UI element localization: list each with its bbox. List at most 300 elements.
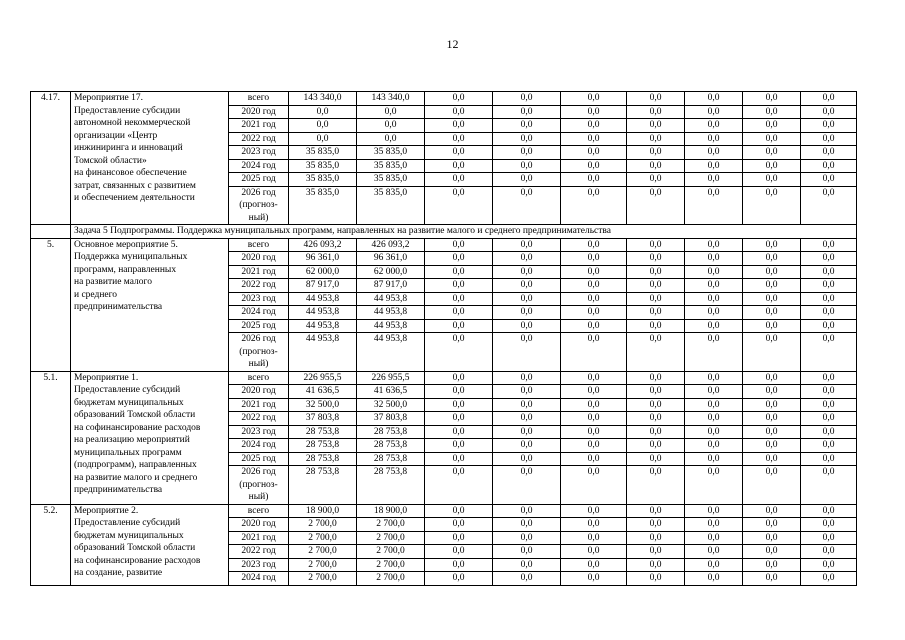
item-number: 5.2. <box>31 504 71 585</box>
year-line: (прогноз- <box>239 200 278 210</box>
value-cell: 0,0 <box>493 531 561 545</box>
value-cell: 0,0 <box>743 452 801 466</box>
value-cell: 32 500,0 <box>357 398 425 412</box>
value-cell: 0,0 <box>801 146 857 160</box>
value-cell: 0,0 <box>425 466 493 505</box>
value-cell: 28 753,8 <box>289 452 357 466</box>
value-cell: 2 700,0 <box>289 545 357 559</box>
value-cell: 35 835,0 <box>357 146 425 160</box>
value-cell: 0,0 <box>801 105 857 119</box>
year-cell: 2023 год <box>229 558 289 572</box>
task-num-cell <box>31 225 71 239</box>
value-cell: 0,0 <box>801 132 857 146</box>
value-cell: 0,0 <box>425 159 493 173</box>
value-cell: 0,0 <box>801 238 857 252</box>
value-cell: 0,0 <box>743 398 801 412</box>
item-name-line: инжиниринга и инноваций <box>74 143 183 153</box>
year-line: 2026 год <box>241 467 276 477</box>
value-cell: 0,0 <box>627 371 685 385</box>
year-cell <box>229 466 289 505</box>
value-cell: 35 835,0 <box>289 146 357 160</box>
item-name-line: Мероприятие 2. <box>74 505 139 516</box>
value-cell: 0,0 <box>685 398 743 412</box>
page-number: 12 <box>446 37 459 51</box>
value-cell: 0,0 <box>743 279 801 293</box>
item-name-line: бюджетам муниципальных <box>74 530 184 541</box>
value-cell: 0,0 <box>425 558 493 572</box>
table-row <box>31 371 857 385</box>
value-cell: 0,0 <box>743 146 801 160</box>
value-cell: 0,0 <box>425 439 493 453</box>
value-cell: 0,0 <box>561 398 627 412</box>
value-cell: 35 835,0 <box>289 159 357 173</box>
value-cell: 0,0 <box>801 333 857 372</box>
value-cell: 0,0 <box>627 292 685 306</box>
value-cell: 96 361,0 <box>357 252 425 266</box>
value-cell: 0,0 <box>561 439 627 453</box>
value-cell: 0,0 <box>493 572 561 586</box>
value-cell: 0,0 <box>561 371 627 385</box>
value-cell: 0,0 <box>493 425 561 439</box>
value-cell: 0,0 <box>493 466 561 505</box>
value-cell: 0,0 <box>801 319 857 333</box>
value-cell: 0,0 <box>743 371 801 385</box>
year-cell <box>229 333 289 372</box>
task-row <box>31 225 857 239</box>
value-cell: 0,0 <box>627 466 685 505</box>
value-cell: 0,0 <box>561 279 627 293</box>
value-cell: 0,0 <box>801 545 857 559</box>
value-cell: 143 340,0 <box>289 92 357 106</box>
value-cell: 35 835,0 <box>357 186 425 225</box>
value-cell: 62 000,0 <box>289 265 357 279</box>
value-cell: 0,0 <box>425 252 493 266</box>
value-cell: 226 955,5 <box>289 371 357 385</box>
value-cell: 0,0 <box>743 545 801 559</box>
value-cell: 28 753,8 <box>357 466 425 505</box>
value-cell: 87 917,0 <box>357 279 425 293</box>
year-cell: 2023 год <box>229 425 289 439</box>
value-cell: 0,0 <box>425 146 493 160</box>
item-name-line: и обеспечением деятельности <box>74 193 195 203</box>
year-cell: 2020 год <box>229 252 289 266</box>
item-name-line: программ, направленных <box>74 264 177 275</box>
item-name-line: на реализацию мероприятий <box>74 435 190 445</box>
value-cell: 0,0 <box>627 518 685 532</box>
year-cell: всего <box>229 92 289 106</box>
year-line: ный) <box>248 492 269 502</box>
value-cell: 35 835,0 <box>289 173 357 187</box>
value-cell: 28 753,8 <box>357 439 425 453</box>
value-cell: 0,0 <box>685 439 743 453</box>
value-cell: 0,0 <box>425 371 493 385</box>
value-cell: 0,0 <box>627 425 685 439</box>
value-cell: 0,0 <box>743 292 801 306</box>
value-cell: 0,0 <box>561 292 627 306</box>
value-cell: 0,0 <box>685 531 743 545</box>
value-cell: 0,0 <box>743 159 801 173</box>
value-cell: 0,0 <box>685 333 743 372</box>
value-cell: 0,0 <box>493 385 561 399</box>
value-cell: 35 835,0 <box>357 173 425 187</box>
year-line: 2026 год <box>241 334 276 344</box>
value-cell: 0,0 <box>627 173 685 187</box>
item-name <box>71 92 229 225</box>
year-cell: 2025 год <box>229 452 289 466</box>
value-cell: 0,0 <box>627 105 685 119</box>
item-name-line: Мероприятие 1. <box>74 372 139 383</box>
value-cell: 0,0 <box>561 146 627 160</box>
year-cell: 2023 год <box>229 292 289 306</box>
value-cell: 28 753,8 <box>357 452 425 466</box>
item-name-line: на развитие малого и среднего <box>74 472 198 483</box>
value-cell: 0,0 <box>801 439 857 453</box>
item-name-line: Предоставление субсидий <box>74 385 181 395</box>
value-cell: 0,0 <box>425 398 493 412</box>
value-cell: 0,0 <box>561 412 627 426</box>
value-cell: 0,0 <box>493 186 561 225</box>
value-cell: 0,0 <box>493 159 561 173</box>
year-cell: всего <box>229 504 289 518</box>
value-cell: 0,0 <box>627 439 685 453</box>
year-line: ный) <box>248 359 269 369</box>
value-cell: 0,0 <box>685 306 743 320</box>
value-cell: 0,0 <box>743 572 801 586</box>
value-cell: 0,0 <box>801 265 857 279</box>
value-cell: 0,0 <box>743 132 801 146</box>
value-cell: 0,0 <box>493 105 561 119</box>
value-cell: 0,0 <box>493 439 561 453</box>
value-cell: 0,0 <box>801 412 857 426</box>
year-cell: 2022 год <box>229 132 289 146</box>
value-cell: 0,0 <box>561 173 627 187</box>
value-cell: 62 000,0 <box>357 265 425 279</box>
value-cell: 0,0 <box>685 572 743 586</box>
value-cell: 44 953,8 <box>357 306 425 320</box>
item-name-line: организации «Центр <box>74 130 158 141</box>
item-name-line: Основное мероприятие 5. <box>74 239 178 250</box>
value-cell: 0,0 <box>685 319 743 333</box>
value-cell: 0,0 <box>685 466 743 505</box>
value-cell: 18 900,0 <box>289 504 357 518</box>
value-cell: 0,0 <box>425 385 493 399</box>
value-cell: 0,0 <box>493 279 561 293</box>
value-cell: 0,0 <box>425 425 493 439</box>
value-cell: 0,0 <box>685 252 743 266</box>
value-cell: 0,0 <box>685 279 743 293</box>
value-cell: 0,0 <box>627 132 685 146</box>
value-cell: 0,0 <box>685 173 743 187</box>
value-cell: 18 900,0 <box>357 504 425 518</box>
value-cell: 0,0 <box>801 173 857 187</box>
value-cell: 0,0 <box>801 452 857 466</box>
value-cell: 0,0 <box>801 518 857 532</box>
year-cell: 2020 год <box>229 105 289 119</box>
value-cell: 0,0 <box>743 425 801 439</box>
item-name-line: автономной некоммерческой <box>74 118 191 128</box>
value-cell: 0,0 <box>685 558 743 572</box>
value-cell: 0,0 <box>493 132 561 146</box>
value-cell: 44 953,8 <box>289 306 357 320</box>
item-name-line: на софинансирование расходов <box>74 422 201 433</box>
value-cell: 0,0 <box>743 265 801 279</box>
value-cell: 0,0 <box>561 518 627 532</box>
value-cell: 0,0 <box>561 159 627 173</box>
value-cell: 0,0 <box>801 92 857 106</box>
item-name-line: (подпрограмм), направленных <box>74 460 197 470</box>
year-cell: 2020 год <box>229 385 289 399</box>
year-line: (прогноз- <box>239 346 278 357</box>
value-cell: 2 700,0 <box>289 558 357 572</box>
value-cell: 0,0 <box>801 385 857 399</box>
value-cell: 0,0 <box>561 238 627 252</box>
value-cell: 2 700,0 <box>357 531 425 545</box>
value-cell: 0,0 <box>627 504 685 518</box>
value-cell: 0,0 <box>627 333 685 372</box>
item-name-line: на создание, развитие <box>74 568 163 578</box>
value-cell: 0,0 <box>561 572 627 586</box>
value-cell: 426 093,2 <box>357 238 425 252</box>
value-cell: 0,0 <box>743 319 801 333</box>
value-cell: 2 700,0 <box>289 518 357 532</box>
value-cell: 41 636,5 <box>289 385 357 399</box>
value-cell: 0,0 <box>627 146 685 160</box>
value-cell: 2 700,0 <box>357 545 425 559</box>
value-cell: 0,0 <box>627 412 685 426</box>
year-cell: всего <box>229 371 289 385</box>
value-cell: 28 753,8 <box>289 439 357 453</box>
item-name-line: бюджетам муниципальных <box>74 397 184 408</box>
value-cell: 0,0 <box>425 292 493 306</box>
value-cell: 0,0 <box>493 146 561 160</box>
value-cell: 0,0 <box>743 439 801 453</box>
item-name-line: Предоставление субсидий <box>74 518 181 528</box>
value-cell: 0,0 <box>425 306 493 320</box>
item-name-line: Мероприятие 17. <box>74 93 144 103</box>
value-cell: 0,0 <box>685 119 743 133</box>
value-cell: 0,0 <box>493 452 561 466</box>
value-cell: 0,0 <box>801 159 857 173</box>
value-cell: 0,0 <box>289 132 357 146</box>
year-cell: 2021 год <box>229 398 289 412</box>
value-cell: 0,0 <box>685 132 743 146</box>
value-cell: 0,0 <box>425 92 493 106</box>
value-cell: 0,0 <box>627 398 685 412</box>
value-cell: 0,0 <box>801 572 857 586</box>
item-number: 5. <box>31 238 71 371</box>
value-cell: 37 803,8 <box>357 412 425 426</box>
value-cell: 0,0 <box>685 186 743 225</box>
value-cell: 0,0 <box>493 398 561 412</box>
year-cell: 2024 год <box>229 159 289 173</box>
value-cell: 0,0 <box>561 531 627 545</box>
value-cell: 2 700,0 <box>357 572 425 586</box>
value-cell: 0,0 <box>493 518 561 532</box>
value-cell: 0,0 <box>685 385 743 399</box>
value-cell: 0,0 <box>801 504 857 518</box>
value-cell: 0,0 <box>357 105 425 119</box>
value-cell: 28 753,8 <box>289 466 357 505</box>
value-cell: 0,0 <box>425 132 493 146</box>
item-name-line: предпринимательства <box>74 485 163 495</box>
value-cell: 0,0 <box>627 238 685 252</box>
value-cell: 0,0 <box>685 425 743 439</box>
item-name-line: Предоставление субсидии <box>74 105 181 116</box>
value-cell: 32 500,0 <box>289 398 357 412</box>
value-cell: 0,0 <box>493 92 561 106</box>
value-cell: 0,0 <box>743 238 801 252</box>
value-cell: 35 835,0 <box>357 159 425 173</box>
value-cell: 0,0 <box>743 333 801 372</box>
year-cell: 2021 год <box>229 265 289 279</box>
value-cell: 0,0 <box>493 371 561 385</box>
year-cell: 2024 год <box>229 572 289 586</box>
value-cell: 0,0 <box>627 265 685 279</box>
value-cell: 0,0 <box>801 306 857 320</box>
value-cell: 0,0 <box>493 504 561 518</box>
value-cell: 0,0 <box>425 238 493 252</box>
value-cell: 0,0 <box>627 531 685 545</box>
value-cell: 0,0 <box>627 119 685 133</box>
value-cell: 0,0 <box>425 105 493 119</box>
value-cell: 0,0 <box>425 504 493 518</box>
value-cell: 0,0 <box>493 333 561 372</box>
value-cell: 143 340,0 <box>357 92 425 106</box>
value-cell: 0,0 <box>425 518 493 532</box>
value-cell: 96 361,0 <box>289 252 357 266</box>
item-name-line: и среднего <box>74 289 118 300</box>
value-cell: 44 953,8 <box>357 319 425 333</box>
item-name-line: Томской области» <box>74 155 147 166</box>
value-cell: 0,0 <box>801 279 857 293</box>
value-cell: 37 803,8 <box>289 412 357 426</box>
value-cell: 44 953,8 <box>357 292 425 306</box>
value-cell: 44 953,8 <box>289 333 357 372</box>
value-cell: 0,0 <box>801 531 857 545</box>
value-cell: 0,0 <box>685 146 743 160</box>
table-row <box>31 504 857 518</box>
value-cell: 0,0 <box>627 452 685 466</box>
value-cell: 0,0 <box>801 186 857 225</box>
value-cell: 0,0 <box>357 119 425 133</box>
item-name-line: затрат, связанных с развитием <box>74 180 196 191</box>
value-cell: 0,0 <box>685 545 743 559</box>
value-cell: 0,0 <box>561 132 627 146</box>
value-cell: 0,0 <box>685 92 743 106</box>
year-line: (прогноз- <box>239 479 278 490</box>
value-cell: 0,0 <box>493 306 561 320</box>
value-cell: 0,0 <box>561 333 627 372</box>
value-cell: 0,0 <box>627 186 685 225</box>
value-cell: 28 753,8 <box>357 425 425 439</box>
year-line: 2026 год <box>241 187 276 198</box>
value-cell: 0,0 <box>493 252 561 266</box>
value-cell: 0,0 <box>425 531 493 545</box>
item-name <box>71 504 229 585</box>
value-cell: 0,0 <box>627 279 685 293</box>
year-cell: 2022 год <box>229 279 289 293</box>
value-cell: 0,0 <box>289 105 357 119</box>
year-cell <box>229 186 289 225</box>
value-cell: 0,0 <box>685 452 743 466</box>
value-cell: 2 700,0 <box>357 518 425 532</box>
value-cell: 0,0 <box>743 186 801 225</box>
value-cell: 44 953,8 <box>289 292 357 306</box>
value-cell: 0,0 <box>743 92 801 106</box>
value-cell: 0,0 <box>561 545 627 559</box>
value-cell: 0,0 <box>561 105 627 119</box>
value-cell: 2 700,0 <box>357 558 425 572</box>
value-cell: 0,0 <box>425 333 493 372</box>
value-cell: 0,0 <box>627 385 685 399</box>
value-cell: 0,0 <box>627 572 685 586</box>
value-cell: 0,0 <box>493 292 561 306</box>
year-cell: 2021 год <box>229 119 289 133</box>
value-cell: 0,0 <box>685 412 743 426</box>
item-number: 5.1. <box>31 371 71 504</box>
value-cell: 0,0 <box>801 398 857 412</box>
item-name-line: образований Томской области <box>74 543 196 553</box>
value-cell: 0,0 <box>493 545 561 559</box>
value-cell: 0,0 <box>561 265 627 279</box>
value-cell: 0,0 <box>493 119 561 133</box>
value-cell: 87 917,0 <box>289 279 357 293</box>
value-cell: 0,0 <box>561 119 627 133</box>
value-cell: 0,0 <box>627 252 685 266</box>
value-cell: 0,0 <box>743 252 801 266</box>
value-cell: 0,0 <box>425 412 493 426</box>
value-cell: 44 953,8 <box>357 333 425 372</box>
value-cell: 0,0 <box>289 119 357 133</box>
task-title: Задача 5 Подпрограммы. Поддержка муниципальных программ, направленных на развитие малого и среднего предпринимательства <box>71 225 857 239</box>
value-cell: 0,0 <box>743 518 801 532</box>
item-name-line: на развитие малого <box>74 277 152 287</box>
value-cell: 0,0 <box>801 558 857 572</box>
value-cell: 28 753,8 <box>289 425 357 439</box>
item-name-line: образований Томской области <box>74 410 196 420</box>
value-cell: 0,0 <box>425 319 493 333</box>
year-cell: 2022 год <box>229 545 289 559</box>
value-cell: 0,0 <box>627 306 685 320</box>
value-cell: 0,0 <box>357 132 425 146</box>
item-name-line: муниципальных программ <box>74 447 182 458</box>
value-cell: 0,0 <box>425 186 493 225</box>
table-row <box>31 92 857 106</box>
value-cell: 0,0 <box>493 558 561 572</box>
item-name <box>71 371 229 504</box>
value-cell: 0,0 <box>561 92 627 106</box>
value-cell: 0,0 <box>561 319 627 333</box>
item-name-line: предпринимательства <box>74 302 163 312</box>
value-cell: 0,0 <box>425 279 493 293</box>
value-cell: 0,0 <box>801 119 857 133</box>
item-name-line: на софинансирование расходов <box>74 555 201 566</box>
value-cell: 0,0 <box>425 265 493 279</box>
value-cell: 0,0 <box>425 572 493 586</box>
value-cell: 0,0 <box>627 92 685 106</box>
value-cell: 0,0 <box>425 545 493 559</box>
item-number: 4.17. <box>31 92 71 225</box>
value-cell: 0,0 <box>561 385 627 399</box>
value-cell: 44 953,8 <box>289 319 357 333</box>
year-line: ный) <box>248 212 269 223</box>
year-cell: 2022 год <box>229 412 289 426</box>
value-cell: 0,0 <box>801 425 857 439</box>
value-cell: 0,0 <box>425 119 493 133</box>
year-cell: 2023 год <box>229 146 289 160</box>
value-cell: 0,0 <box>801 371 857 385</box>
value-cell: 0,0 <box>425 173 493 187</box>
